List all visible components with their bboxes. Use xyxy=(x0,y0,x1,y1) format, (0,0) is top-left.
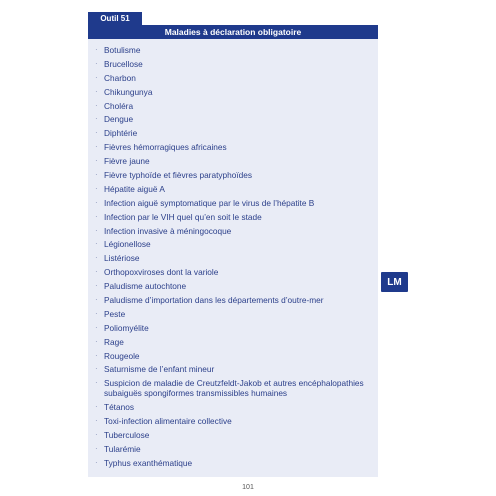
list-item-label: Rage xyxy=(104,336,124,347)
list-item-label: Infection invasive à méningocoque xyxy=(104,225,232,236)
list-item xyxy=(88,142,378,152)
bullet-icon: · xyxy=(95,295,98,305)
list-item xyxy=(88,458,378,468)
list-item xyxy=(88,156,378,166)
bullet-icon: · xyxy=(95,416,98,426)
bullet-icon: · xyxy=(95,86,98,96)
disease-list-panel xyxy=(88,25,378,477)
bullet-icon: · xyxy=(95,156,98,166)
list-item-label: Poliomyélite xyxy=(104,322,149,333)
list-item-label: Peste xyxy=(104,308,126,319)
bullet-icon: · xyxy=(95,100,98,110)
page-number: 101 xyxy=(242,484,254,491)
list-item-label: Paludisme d’importation dans les départements d’outre-mer xyxy=(104,295,324,306)
list-item-label: Brucellose xyxy=(104,58,143,69)
list-item xyxy=(88,309,378,319)
list-item xyxy=(88,323,378,333)
list-item xyxy=(88,101,378,111)
list-item xyxy=(88,378,378,398)
list-item-label: Paludisme autochtone xyxy=(104,281,187,292)
bullet-icon: · xyxy=(95,211,98,221)
list-item xyxy=(88,444,378,454)
list-item xyxy=(88,430,378,440)
list-item xyxy=(88,239,378,249)
bullet-icon: · xyxy=(95,197,98,207)
list-item xyxy=(88,198,378,208)
list-item xyxy=(88,281,378,291)
list-item xyxy=(88,295,378,305)
bullet-icon: · xyxy=(95,281,98,291)
bullet-icon: · xyxy=(95,457,98,467)
list-item-label: Légionellose xyxy=(104,239,151,250)
bullet-icon: · xyxy=(95,350,98,360)
list-item xyxy=(88,45,378,55)
list-item-label: Hépatite aiguë A xyxy=(104,183,165,194)
list-item-label: Charbon xyxy=(104,72,136,83)
list-item-label: Infection par le VIH quel qu’en soit le stade xyxy=(104,211,262,222)
bullet-icon: · xyxy=(95,378,98,388)
bullet-icon: · xyxy=(95,322,98,332)
list-item-label: Tuberculose xyxy=(104,430,150,441)
bullet-icon: · xyxy=(95,72,98,82)
list-item xyxy=(88,184,378,194)
list-item xyxy=(88,212,378,222)
bullet-icon: · xyxy=(95,336,98,346)
list-item-label: Toxi-infection alimentaire collective xyxy=(104,416,232,427)
list-item-label: Suspicion de maladie de Creutzfeldt-Jakob et autres encéphalopathies subaiguës spongiformes transmissibles humaines xyxy=(104,378,364,399)
list-item xyxy=(88,253,378,263)
list-item-label: Diphtérie xyxy=(104,128,138,139)
bullet-icon: · xyxy=(95,443,98,453)
list-item-label: Fièvres hémorragiques africaines xyxy=(104,142,227,153)
tool-tab: Outil 51 xyxy=(88,12,142,25)
list-item-label: Saturnisme de l’enfant mineur xyxy=(104,364,215,375)
list-item xyxy=(88,337,378,347)
bullet-icon: · xyxy=(95,58,98,68)
list-item xyxy=(88,73,378,83)
list-item-label: Tularémie xyxy=(104,443,141,454)
list-item-label: Listériose xyxy=(104,253,140,264)
bullet-icon: · xyxy=(95,267,98,277)
list-item-label: Rougeole xyxy=(104,350,140,361)
list-item xyxy=(88,114,378,124)
list-item xyxy=(88,364,378,374)
list-item-label: Orthopoxviroses dont la variole xyxy=(104,267,219,278)
list-item-label: Chikungunya xyxy=(104,86,153,97)
bullet-icon: · xyxy=(95,308,98,318)
list-item-label: Choléra xyxy=(104,100,134,111)
bullet-icon: · xyxy=(95,114,98,124)
list-item-label: Infection aiguë symptomatique par le virus de l’hépatite B xyxy=(104,197,315,208)
list-item-label: Fièvre jaune xyxy=(104,156,150,167)
section-badge: LM xyxy=(381,272,408,292)
disease-list xyxy=(88,45,378,472)
list-item-label: Dengue xyxy=(104,114,134,125)
list-item xyxy=(88,416,378,426)
bullet-icon: · xyxy=(95,45,98,54)
list-item xyxy=(88,267,378,277)
list-item xyxy=(88,59,378,69)
bullet-icon: · xyxy=(95,430,98,440)
bullet-icon: · xyxy=(95,170,98,180)
list-item xyxy=(88,402,378,412)
list-item xyxy=(88,87,378,97)
bullet-icon: · xyxy=(95,364,98,374)
list-item-label: Botulisme xyxy=(104,45,141,55)
list-item-label: Tétanos xyxy=(104,402,134,413)
bullet-icon: · xyxy=(95,253,98,263)
bullet-icon: · xyxy=(95,239,98,249)
list-item xyxy=(88,351,378,361)
bullet-icon: · xyxy=(95,402,98,412)
bullet-icon: · xyxy=(95,183,98,193)
list-item xyxy=(88,226,378,236)
list-item xyxy=(88,170,378,180)
list-item-label: Typhus exanthématique xyxy=(104,457,193,468)
bullet-icon: · xyxy=(95,142,98,152)
panel-title: Maladies à déclaration obligatoire xyxy=(88,25,378,39)
list-item xyxy=(88,128,378,138)
bullet-icon: · xyxy=(95,128,98,138)
bullet-icon: · xyxy=(95,225,98,235)
list-item-label: Fièvre typhoïde et fièvres paratyphoïdes xyxy=(104,170,253,181)
